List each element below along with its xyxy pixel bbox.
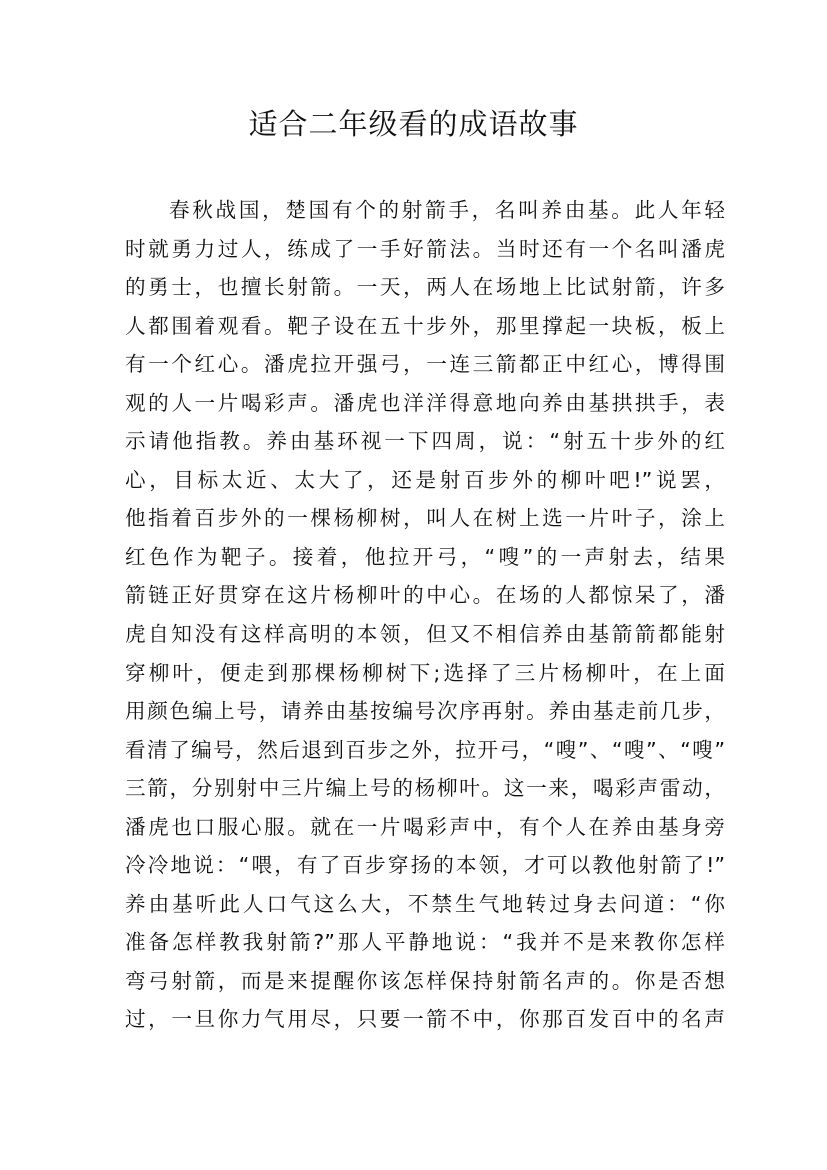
story-line: 春秋战国，楚国有个的射箭手，名叫养由基。此人年轻 xyxy=(169,198,725,222)
document-title: 适合二年级看的成语故事 xyxy=(248,107,579,141)
story-line: 箭链正好贯穿在这片杨柳叶的中心。在场的人都惊呆了，潘 xyxy=(125,583,725,608)
story-line: 时就勇力过人，练成了一手好箭法。当时还有一个名叫潘虎 xyxy=(125,236,725,261)
story-line: 虎自知没有这样高明的本领，但又不相信养由基箭箭都能射 xyxy=(125,622,725,647)
story-line: 用颜色编上号，请养由基按编号次序再射。养由基走前几步， xyxy=(125,699,725,724)
story-line: 养由基听此人口气这么大，不禁生气地转过身去问道：“你 xyxy=(125,891,725,916)
story-line: 穿柳叶，便走到那棵杨柳树下;选择了三片杨柳叶，在上面 xyxy=(125,660,725,685)
story-line: 人都围着观看。靶子设在五十步外，那里撑起一块板，板上 xyxy=(125,313,725,338)
story-line: 看清了编号，然后退到百步之外，拉开弓，“嗖”、“嗖”、“嗖” xyxy=(125,737,725,762)
story-line: 过，一旦你力气用尽，只要一箭不中，你那百发百中的名声 xyxy=(125,1007,725,1032)
story-line: 心，目标太近、太大了，还是射百步外的柳叶吧!”说罢， xyxy=(125,467,725,492)
story-line: 红色作为靶子。接着，他拉开弓，“嗖”的一声射去，结果 xyxy=(125,544,725,569)
story-line: 有一个红心。潘虎拉开强弓，一连三箭都正中红心，博得围 xyxy=(125,352,725,377)
story-line: 示请他指教。养由基环视一下四周，说：“射五十步外的红 xyxy=(125,429,725,454)
story-line: 的勇士，也擅长射箭。一天，两人在场地上比试射箭，许多 xyxy=(125,275,725,300)
story-line: 准备怎样教我射箭?”那人平静地说：“我并不是来教你怎样 xyxy=(125,930,725,955)
story-line: 三箭，分别射中三片编上号的杨柳叶。这一来，喝彩声雷动， xyxy=(125,776,725,801)
story-line: 他指着百步外的一棵杨柳树，叫人在树上选一片叶子，涂上 xyxy=(125,506,725,531)
story-line: 潘虎也口服心服。就在一片喝彩声中，有个人在养由基身旁 xyxy=(125,814,725,839)
story-line: 观的人一片喝彩声。潘虎也洋洋得意地向养由基拱拱手，表 xyxy=(125,390,725,415)
story-line: 冷冷地说：“喂，有了百步穿扬的本领，才可以教他射箭了!” xyxy=(125,853,725,878)
story-body xyxy=(125,191,725,1039)
story-line: 弯弓射箭，而是来提醒你该怎样保持射箭名声的。你是否想 xyxy=(125,968,725,993)
